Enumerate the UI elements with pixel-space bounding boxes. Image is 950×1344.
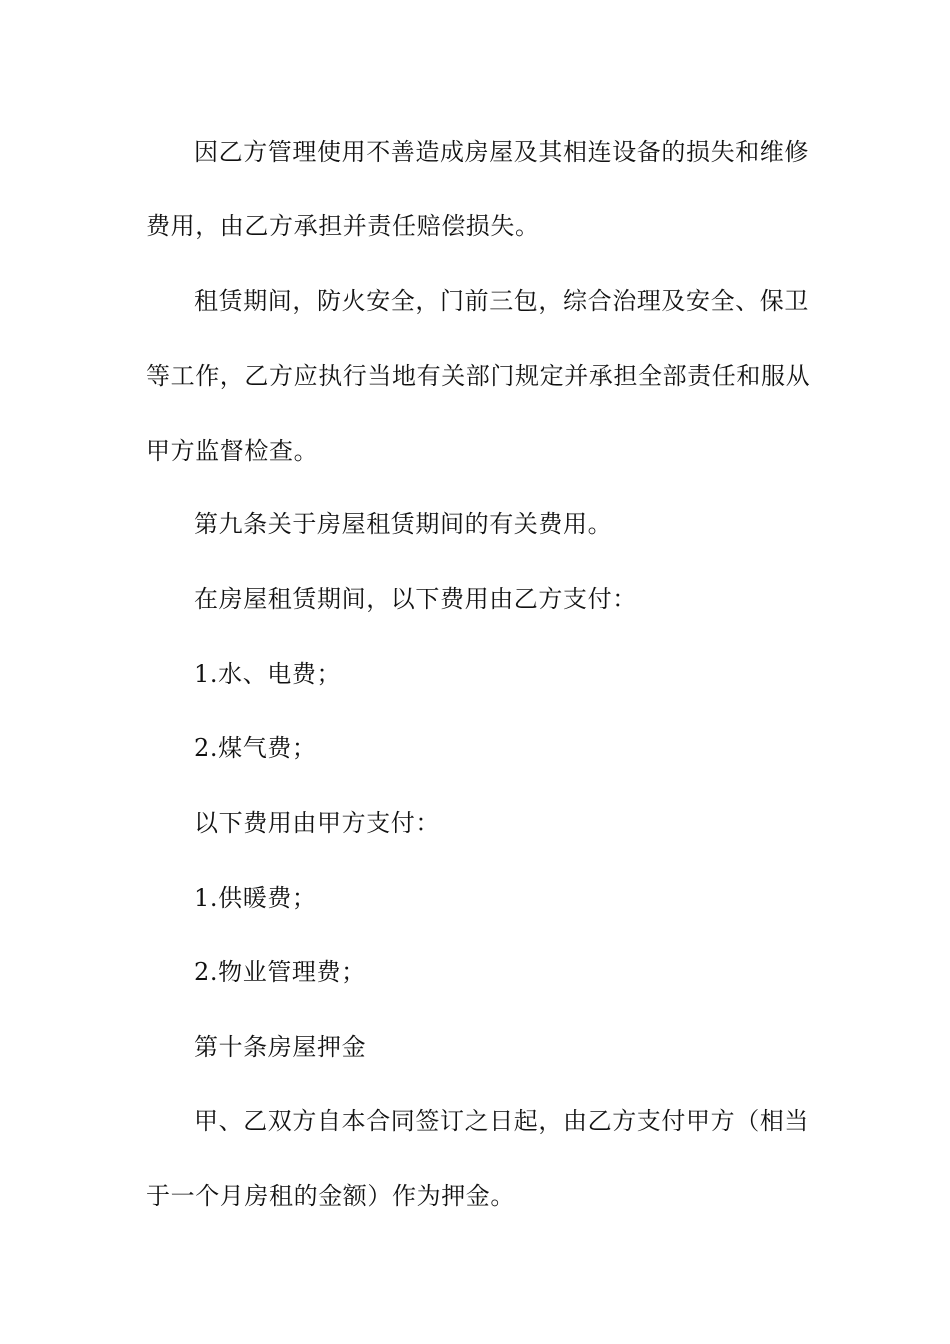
article-heading: 第十条房屋押金 <box>194 1033 367 1061</box>
list-item: 2.物业管理费； <box>194 958 366 986</box>
paragraph-line: 租赁期间，防火安全，门前三包，综合治理及安全、保卫 <box>194 287 809 315</box>
paragraph-line: 费用，由乙方承担并责任赔偿损失。 <box>146 212 540 240</box>
paragraph-line: 以下费用由甲方支付： <box>194 809 440 837</box>
paragraph-line: 等工作，乙方应执行当地有关部门规定并承担全部责任和服从 <box>146 362 811 390</box>
paragraph-line: 甲方监督检查。 <box>146 437 319 465</box>
list-item: 1.水、电费； <box>194 660 342 688</box>
list-item: 1.供暖费； <box>194 884 317 912</box>
article-heading: 第九条关于房屋租赁期间的有关费用。 <box>194 510 613 538</box>
paragraph-line: 在房屋租赁期间，以下费用由乙方支付： <box>194 585 637 613</box>
paragraph-line: 因乙方管理使用不善造成房屋及其相连设备的损失和维修 <box>194 138 809 166</box>
paragraph-line: 甲、乙双方自本合同签订之日起，由乙方支付甲方（相当 <box>194 1107 809 1135</box>
list-item: 2.煤气费； <box>194 734 317 762</box>
paragraph-line: 于一个月房租的金额）作为押金。 <box>146 1182 515 1210</box>
